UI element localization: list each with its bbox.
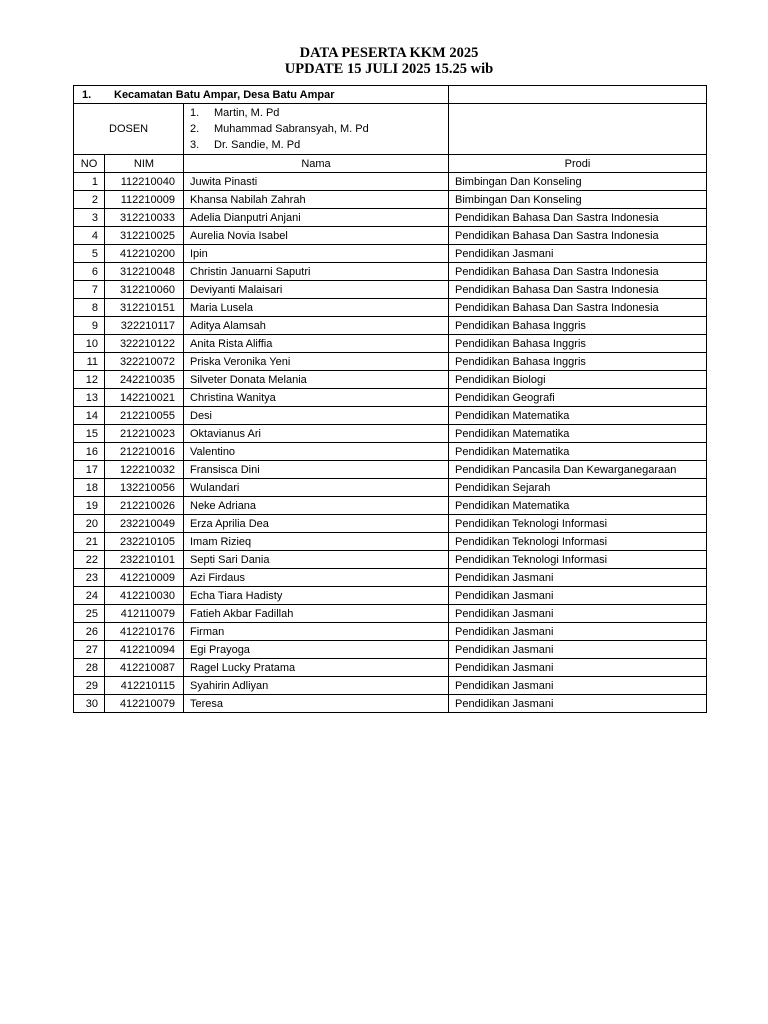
row-prodi: Pendidikan Sejarah	[449, 479, 707, 497]
section-row	[74, 86, 707, 104]
row-nama: Azi Firdaus	[184, 569, 449, 587]
row-number: 17	[74, 461, 105, 479]
table-row	[74, 173, 707, 191]
row-nama: Aurelia Novia Isabel	[184, 227, 449, 245]
row-nim: 232210101	[105, 551, 184, 569]
table-row	[74, 497, 707, 515]
table-row	[74, 209, 707, 227]
row-prodi: Pendidikan Geografi	[449, 389, 707, 407]
row-prodi: Pendidikan Bahasa Dan Sastra Indonesia	[449, 209, 707, 227]
row-nama: Oktavianus Ari	[184, 425, 449, 443]
row-nama: Wulandari	[184, 479, 449, 497]
row-nama: Egi Prayoga	[184, 641, 449, 659]
row-nama: Aditya Alamsah	[184, 317, 449, 335]
table-row	[74, 425, 707, 443]
row-nim: 412210176	[105, 623, 184, 641]
row-nim: 122210032	[105, 461, 184, 479]
row-prodi: Pendidikan Bahasa Dan Sastra Indonesia	[449, 227, 707, 245]
row-number: 23	[74, 569, 105, 587]
table-row	[74, 641, 707, 659]
row-nim: 312210060	[105, 281, 184, 299]
table-row	[74, 623, 707, 641]
row-number: 14	[74, 407, 105, 425]
row-number: 19	[74, 497, 105, 515]
row-nim: 132210056	[105, 479, 184, 497]
row-number: 16	[74, 443, 105, 461]
lecturer-number: 1.	[190, 107, 200, 119]
lecturer-item	[190, 105, 442, 121]
row-prodi: Bimbingan Dan Konseling	[449, 173, 707, 191]
row-nim: 322210122	[105, 335, 184, 353]
row-prodi: Pendidikan Jasmani	[449, 641, 707, 659]
row-prodi: Pendidikan Bahasa Dan Sastra Indonesia	[449, 281, 707, 299]
row-nama: Anita Rista Aliffia	[184, 335, 449, 353]
row-nama: Septi Sari Dania	[184, 551, 449, 569]
table-row	[74, 569, 707, 587]
row-prodi: Pendidikan Jasmani	[449, 623, 707, 641]
lecturer-item	[190, 137, 442, 153]
table-row	[74, 479, 707, 497]
row-prodi: Pendidikan Matematika	[449, 443, 707, 461]
header-no: NO	[74, 155, 105, 173]
row-nim: 412210115	[105, 677, 184, 695]
row-nim: 412210079	[105, 695, 184, 713]
row-nim: 412210094	[105, 641, 184, 659]
row-number: 30	[74, 695, 105, 713]
row-nama: Silveter Donata Melania	[184, 371, 449, 389]
row-nim: 412110079	[105, 605, 184, 623]
header-prodi: Prodi	[449, 155, 707, 173]
row-number: 12	[74, 371, 105, 389]
table-row	[74, 515, 707, 533]
row-number: 3	[74, 209, 105, 227]
row-nama: Neke Adriana	[184, 497, 449, 515]
row-prodi: Pendidikan Matematika	[449, 425, 707, 443]
row-number: 5	[74, 245, 105, 263]
row-prodi: Pendidikan Jasmani	[449, 587, 707, 605]
row-nama: Desi	[184, 407, 449, 425]
row-nama: Imam Rizieq	[184, 533, 449, 551]
row-nim: 142210021	[105, 389, 184, 407]
row-number: 18	[74, 479, 105, 497]
row-nim: 232210105	[105, 533, 184, 551]
table-row	[74, 371, 707, 389]
row-nim: 312210033	[105, 209, 184, 227]
row-nama: Fransisca Dini	[184, 461, 449, 479]
table-row	[74, 263, 707, 281]
lecturer-name: Dr. Sandie, M. Pd	[214, 139, 301, 151]
table-row	[74, 317, 707, 335]
lecturer-empty-cell	[449, 104, 707, 155]
dosen-label: DOSEN	[74, 104, 184, 155]
row-nama: Deviyanti Malaisari	[184, 281, 449, 299]
table-row	[74, 587, 707, 605]
row-number: 20	[74, 515, 105, 533]
header-nim: NIM	[105, 155, 184, 173]
row-nama: Maria Lusela	[184, 299, 449, 317]
row-nim: 212210026	[105, 497, 184, 515]
row-nama: Syahirin Adliyan	[184, 677, 449, 695]
lecturer-row	[74, 104, 707, 155]
table-row	[74, 245, 707, 263]
row-nama: Christina Wanitya	[184, 389, 449, 407]
row-nim: 312210025	[105, 227, 184, 245]
table-row	[74, 461, 707, 479]
row-number: 1	[74, 173, 105, 191]
row-number: 6	[74, 263, 105, 281]
document-subtitle: UPDATE 15 JULI 2025 15.25 wib	[284, 61, 494, 77]
row-nama: Ragel Lucky Pratama	[184, 659, 449, 677]
lecturer-number: 2.	[190, 123, 200, 135]
row-prodi: Pendidikan Jasmani	[449, 659, 707, 677]
row-nama: Ipin	[184, 245, 449, 263]
row-nim: 242210035	[105, 371, 184, 389]
row-nim: 412210087	[105, 659, 184, 677]
header-row	[74, 155, 707, 173]
row-nama: Valentino	[184, 443, 449, 461]
row-number: 7	[74, 281, 105, 299]
row-nama: Priska Veronika Yeni	[184, 353, 449, 371]
row-number: 10	[74, 335, 105, 353]
row-prodi: Pendidikan Teknologi Informasi	[449, 551, 707, 569]
table-row	[74, 605, 707, 623]
lecturer-item	[190, 121, 442, 137]
row-nama: Christin Januarni Saputri	[184, 263, 449, 281]
row-nama: Adelia Dianputri Anjani	[184, 209, 449, 227]
row-number: 28	[74, 659, 105, 677]
row-number: 24	[74, 587, 105, 605]
row-prodi: Bimbingan Dan Konseling	[449, 191, 707, 209]
row-number: 25	[74, 605, 105, 623]
row-prodi: Pendidikan Teknologi Informasi	[449, 515, 707, 533]
header-nama: Nama	[184, 155, 449, 173]
row-nama: Echa Tiara Hadisty	[184, 587, 449, 605]
row-prodi: Pendidikan Pancasila Dan Kewarganegaraan	[449, 461, 707, 479]
row-prodi: Pendidikan Matematika	[449, 407, 707, 425]
row-number: 27	[74, 641, 105, 659]
row-nama: Khansa Nabilah Zahrah	[184, 191, 449, 209]
row-number: 26	[74, 623, 105, 641]
row-number: 29	[74, 677, 105, 695]
table-row	[74, 443, 707, 461]
row-nim: 112210009	[105, 191, 184, 209]
row-prodi: Pendidikan Jasmani	[449, 245, 707, 263]
row-prodi: Pendidikan Bahasa Inggris	[449, 353, 707, 371]
row-prodi: Pendidikan Biologi	[449, 371, 707, 389]
row-nama: Fatieh Akbar Fadillah	[184, 605, 449, 623]
row-number: 21	[74, 533, 105, 551]
lecturer-name: Martin, M. Pd	[214, 107, 280, 119]
lecturer-list	[184, 104, 449, 155]
row-nim: 212210055	[105, 407, 184, 425]
row-number: 15	[74, 425, 105, 443]
row-prodi: Pendidikan Matematika	[449, 497, 707, 515]
row-nim: 232210049	[105, 515, 184, 533]
table-row	[74, 299, 707, 317]
table-row	[74, 695, 707, 713]
row-number: 2	[74, 191, 105, 209]
lecturer-number: 3.	[190, 139, 200, 151]
row-nim: 412210030	[105, 587, 184, 605]
participant-table-body	[74, 86, 707, 713]
table-row	[74, 533, 707, 551]
row-nama: Juwita Pinasti	[184, 173, 449, 191]
row-nim: 412210200	[105, 245, 184, 263]
section-number: 1.	[82, 88, 92, 101]
row-number: 4	[74, 227, 105, 245]
row-prodi: Pendidikan Jasmani	[449, 695, 707, 713]
row-nim: 112210040	[105, 173, 184, 191]
table-row	[74, 551, 707, 569]
row-number: 9	[74, 317, 105, 335]
row-nim: 212210023	[105, 425, 184, 443]
table-row	[74, 281, 707, 299]
row-nim: 322210072	[105, 353, 184, 371]
row-nama: Teresa	[184, 695, 449, 713]
row-prodi: Pendidikan Jasmani	[449, 569, 707, 587]
row-prodi: Pendidikan Bahasa Inggris	[449, 317, 707, 335]
row-nama: Firman	[184, 623, 449, 641]
section-cell	[74, 86, 449, 104]
row-number: 8	[74, 299, 105, 317]
row-number: 13	[74, 389, 105, 407]
row-prodi: Pendidikan Jasmani	[449, 605, 707, 623]
row-nim: 412210009	[105, 569, 184, 587]
row-prodi: Pendidikan Jasmani	[449, 677, 707, 695]
row-number: 22	[74, 551, 105, 569]
section-name: Kecamatan Batu Ampar, Desa Batu Ampar	[114, 88, 335, 101]
section-empty-cell	[449, 86, 707, 104]
lecturer-name: Muhammad Sabransyah, M. Pd	[214, 123, 369, 135]
row-nim: 322210117	[105, 317, 184, 335]
row-number: 11	[74, 353, 105, 371]
row-prodi: Pendidikan Bahasa Dan Sastra Indonesia	[449, 299, 707, 317]
row-prodi: Pendidikan Teknologi Informasi	[449, 533, 707, 551]
row-nama: Erza Aprilia Dea	[184, 515, 449, 533]
row-prodi: Pendidikan Bahasa Inggris	[449, 335, 707, 353]
row-nim: 212210016	[105, 443, 184, 461]
row-prodi: Pendidikan Bahasa Dan Sastra Indonesia	[449, 263, 707, 281]
document-title: DATA PESERTA KKM 2025	[299, 45, 479, 61]
table-row	[74, 407, 707, 425]
row-nim: 312210151	[105, 299, 184, 317]
table-row	[74, 191, 707, 209]
participant-table	[73, 85, 707, 713]
table-row	[74, 659, 707, 677]
table-row	[74, 335, 707, 353]
table-row	[74, 353, 707, 371]
table-row	[74, 677, 707, 695]
table-row	[74, 227, 707, 245]
row-nim: 312210048	[105, 263, 184, 281]
table-row	[74, 389, 707, 407]
